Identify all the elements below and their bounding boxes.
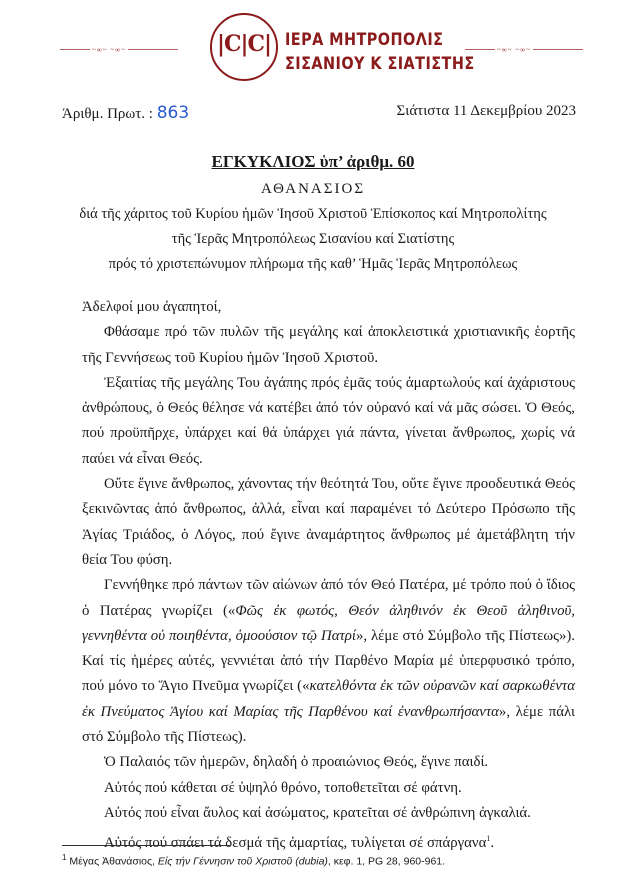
creed-quote: Φῶς ἐκ φωτός, Θεόν ἀληθινόν ἐκ Θεοῦ ἀληθινοῦ, γεννηθέντα οὐ ποιηθέντα, ὁμοούσιον τῷ Πατρί <box>82 602 575 644</box>
metropolis-logo: |C|C| <box>210 13 278 81</box>
footnote-mark: 1 <box>62 853 67 862</box>
header-ornament-left: ~∞~ ~∞~ <box>60 46 178 54</box>
paragraph <box>82 573 575 750</box>
org-name-line1: ΙΕΡΑ ΜΗΤΡΟΠΟΛΙΣ <box>285 30 444 50</box>
header-ornament-right: ~∞~ ~∞~ <box>465 46 583 54</box>
footnote-divider <box>62 845 230 846</box>
text: Αὐτός πού σπάει τά δεσμά τῆς ἁμαρτίας, τυλίγεται σέ σπάργανα <box>104 835 487 852</box>
paragraph: Φθάσαμε πρό τῶν πυλῶν τῆς μεγάλης καί ἀποκλειστικά χριστιανικῆς ἑορτῆς τῆς Γεννήσεως τοῦ Κυρίου ἡμῶν Ἰησοῦ Χριστοῦ. <box>82 324 575 366</box>
creed-quote: κατελθόντα ἐκ τῶν οὐρανῶν καί σαρκωθέντα ἐκ Πνεύματος Ἁγίου καί Μαρίας τῆς Παρθένου καί ἐνανθρωπήσαντα <box>82 678 575 720</box>
sender-line3: πρός τό χριστεπώνυμον πλήρωμα τῆς καθ’ Ἡμᾶς Ἱερᾶς Μητροπόλεως <box>108 256 518 272</box>
footnote <box>62 853 445 868</box>
text: », λέμε στό Σύμβολο τῆς Πίστεως»). Καί τίς ἡμέρες αὐτές, γεννιέται ἀπό τήν Παρθένο Μαρία μέ ὑπερφυσικό τρόπο, πού μόνο το Ἅγιο Πνεῦμα γνωρίζει (« <box>82 627 575 695</box>
org-name-line2: ΣΙΣΑΝΙΟΥ Κ ΣΙΑΤΙΣΤΗΣ <box>285 54 475 74</box>
protocol-number <box>62 103 189 123</box>
paragraph: Αὐτός πού κάθεται σέ ὑψηλό θρόνο, τοποθετεῖται σέ φάτνη. <box>104 779 462 796</box>
place-date: Σιάτιστα 11 Δεκεμβρίου 2023 <box>396 103 576 119</box>
paragraph: Αὐτός πού εἶναι ἄυλος καί ἀσώματος, κρατεῖται σέ ἀνθρώπινη ἀγκαλιά. <box>104 804 531 821</box>
paragraph: Ἐξαιτίας τῆς μεγάλης Του ἀγάπης πρός ἐμᾶς τούς ἁμαρτωλούς καί ἀχάριστους ἀνθρώπους, ὁ Θεός θέλησε νά κατέβει ἀπό τόν οὐρανό καί νά μᾶς σώσει. Ὁ Θεός, πού προϋπῆρχε, ὑπάρχει καί θά ὑπάρχει γιά πάντα, γίνεται ἄνθρωπος, χωρίς νά παύει νά εἶναι Θεός. <box>82 374 575 467</box>
document-title: ΕΓΚΥΚΛΙΟΣ ὑπ’ ἀριθμ. 60 <box>211 152 415 171</box>
footnote-rest: , κεφ. 1, PG 28, 960-961. <box>327 855 446 868</box>
paragraph: Ὁ Παλαιός τῶν ἡμερῶν, δηλαδή ὁ προαιώνιος Θεός, ἔγινε παιδί. <box>104 754 489 771</box>
protocol-value: 863 <box>156 103 190 123</box>
paragraph: Οὔτε ἔγινε ἄνθρωπος, χάνοντας τήν θεότητά Του, οὔτε ἔγινε προοδευτικά Θεός ξεκινῶντας ἀπό ἄνθρωπος, ἀλλά, εἶναι καί παραμένει τό Δεύτερο Πρόσωπο τῆς Ἁγίας Τριάδος, ὁ Λόγος, πού ἔγινε ἀναμάρτητος ἄνθρωπος μέ ἀμετάβλητη τήν θεία Του φύση. <box>82 476 575 568</box>
footnote-ref[interactable]: 1 <box>486 834 491 844</box>
text: Γεννήθηκε πρό πάντων τῶν αἰώνων ἀπό τόν Θεό Πατέρα, μέ τρόπο πού ὁ ἴδιος ὁ Πατέρας γνωρίζει (« <box>82 577 575 619</box>
protocol-label: Άριθμ. Πρωτ. : <box>62 106 153 122</box>
text: », λέμε πάλι στό Σύμβολο τῆς Πίστεως). <box>82 703 575 746</box>
footnote-author: Μέγας Ἀθανάσιος, <box>69 855 158 868</box>
greeting: Ἀδελφοί μου ἀγαπητοί, <box>82 299 222 315</box>
paragraph: Αὐτός πού σπάει τά δεσμά τῆς ἁμαρτίας, τυλίγεται σέ σπάργανα$^1$. <box>104 834 495 852</box>
sender-line2: τῆς Ἱερᾶς Μητροπόλεως Σισανίου καί Σιατίστης <box>171 231 455 247</box>
sender-line1: διά τῆς χάριτος τοῦ Κυρίου ἡμῶν Ἰησοῦ Χριστοῦ Ἐπίσκοπος καί Μητροπολίτης <box>79 206 547 222</box>
letter-body <box>82 295 575 856</box>
sender-name: ΑΘΑΝΑΣΙΟΣ <box>260 181 366 197</box>
footnote-work: Εἰς τήν Γέννησιν τοῦ Χριστοῦ (dubia) <box>157 855 328 868</box>
